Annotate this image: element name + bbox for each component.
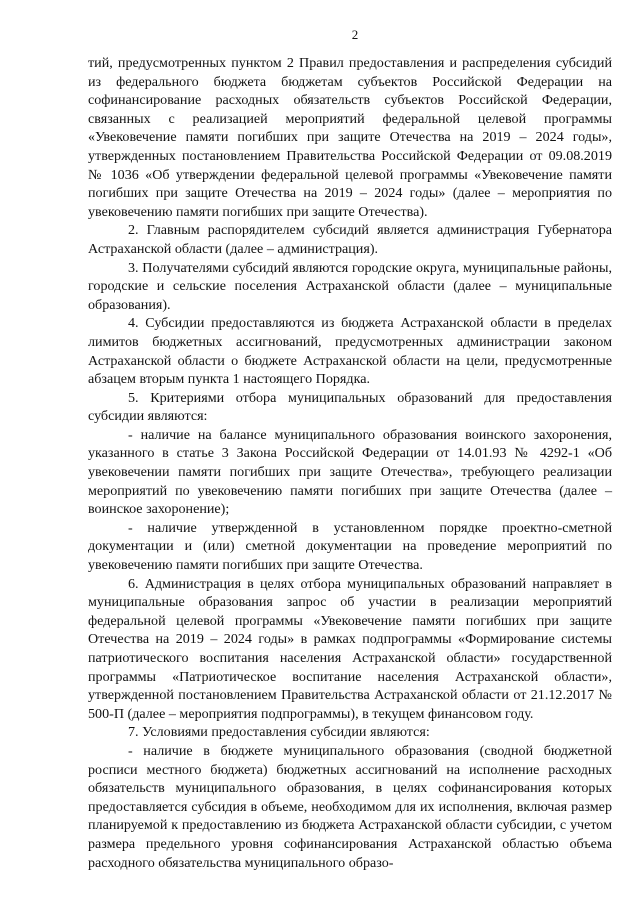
paragraph-2: 2. Главным распорядителем субсидий является администрация Губернатора Астраханской области (далее – администрация). xyxy=(88,222,612,257)
document-body xyxy=(88,54,612,872)
paragraph-5: 5. Критериями отбора муниципальных образований для предоставления субсидии являются: xyxy=(88,389,612,425)
paragraph-5-criterion-1: - наличие на балансе муниципального образования воинского захоронения, указанного в статье 3 Закона Российской Федерации от 14.01.93 № 4292-1 «Об увековечении памяти погибших при защите Отечества», требующего реализации мероприятий по увековечению памяти погибших при защите Отечества (далее – воинское захоронение); xyxy=(88,426,612,518)
paragraph-5-criterion-2: - наличие утвержденной в установленном порядке проектно-сметной документации и (или) сметной документации на проведение мероприятий по увековечению памяти погибших при защите Отечества. xyxy=(88,519,612,574)
paragraph-7: 7. Условиями предоставления субсидии являются: xyxy=(128,724,430,741)
paragraph-3: 3. Получателями субсидий являются городские округа, муниципальные районы, городские и сельские поселения Астраханской области (далее – муниципальные образования). xyxy=(88,259,612,313)
paragraph-4: 4. Субсидии предоставляются из бюджета Астраханской области в пределах лимитов бюджетных ассигнований, предусмотренных администрации законом Астраханской области о бюджете Астраханской области на цели, предусмотренные абзацем вторым пункта 1 настоящего Порядка. xyxy=(88,315,612,388)
paragraph-6: 6. Администрация в целях отбора муниципальных образований направляет в муниципальные образования запрос об участии в реализации мероприятий федеральной целевой программы «Увековечение памяти погибших при защите Отечества на 2019 – 2024 годы» в рамках подпрограммы «Формирование системы патриотического воспитания населения Астраханской области» государственной программы «Патриотическое воспитание населения Астраханской области», утвержденной постановлением Правительства Астраханской области от 21.12.2017 № 500-П (далее – мероприятия подпрограммы), в текущем финансовом году. xyxy=(88,575,612,722)
page-number: 2 xyxy=(351,27,359,42)
paragraph-intro: тий, предусмотренных пунктом 2 Правил предоставления и распределения субсидий из федерального бюджета бюджетам субъектов Российской Федерации на софинансирование расходных обязательств субъектов Российской Федерации, связанных с реализацией мероприятий федеральной целевой программы «Увековечение памяти погибших при защите Отечества на 2019 – 2024 годы», утвержденных постановлением Правительства Российской Федерации от 09.08.2019 № 1036 «Об утверждении федеральной целевой программы «Увековечение памяти погибших при защите Отечества на 2019 – 2024 годы» (далее – мероприятия по увековечению памяти погибших при защите Отечества). xyxy=(88,55,612,220)
paragraph-7-condition-1: - наличие в бюджете муниципального образования (сводной бюджетной росписи местного бюджета) бюджетных ассигнований на исполнение расходных обязательств муниципального образования, в целях софинансирования которых предоставляется субсидия в объеме, необходимом для их исполнения, включая размер планируемой к предоставлению из бюджета Астраханской области субсидии, с учетом размера предельного уровня софинансирования Астраханской областью объема расходного обязательства муниципального образо- xyxy=(88,742,612,871)
